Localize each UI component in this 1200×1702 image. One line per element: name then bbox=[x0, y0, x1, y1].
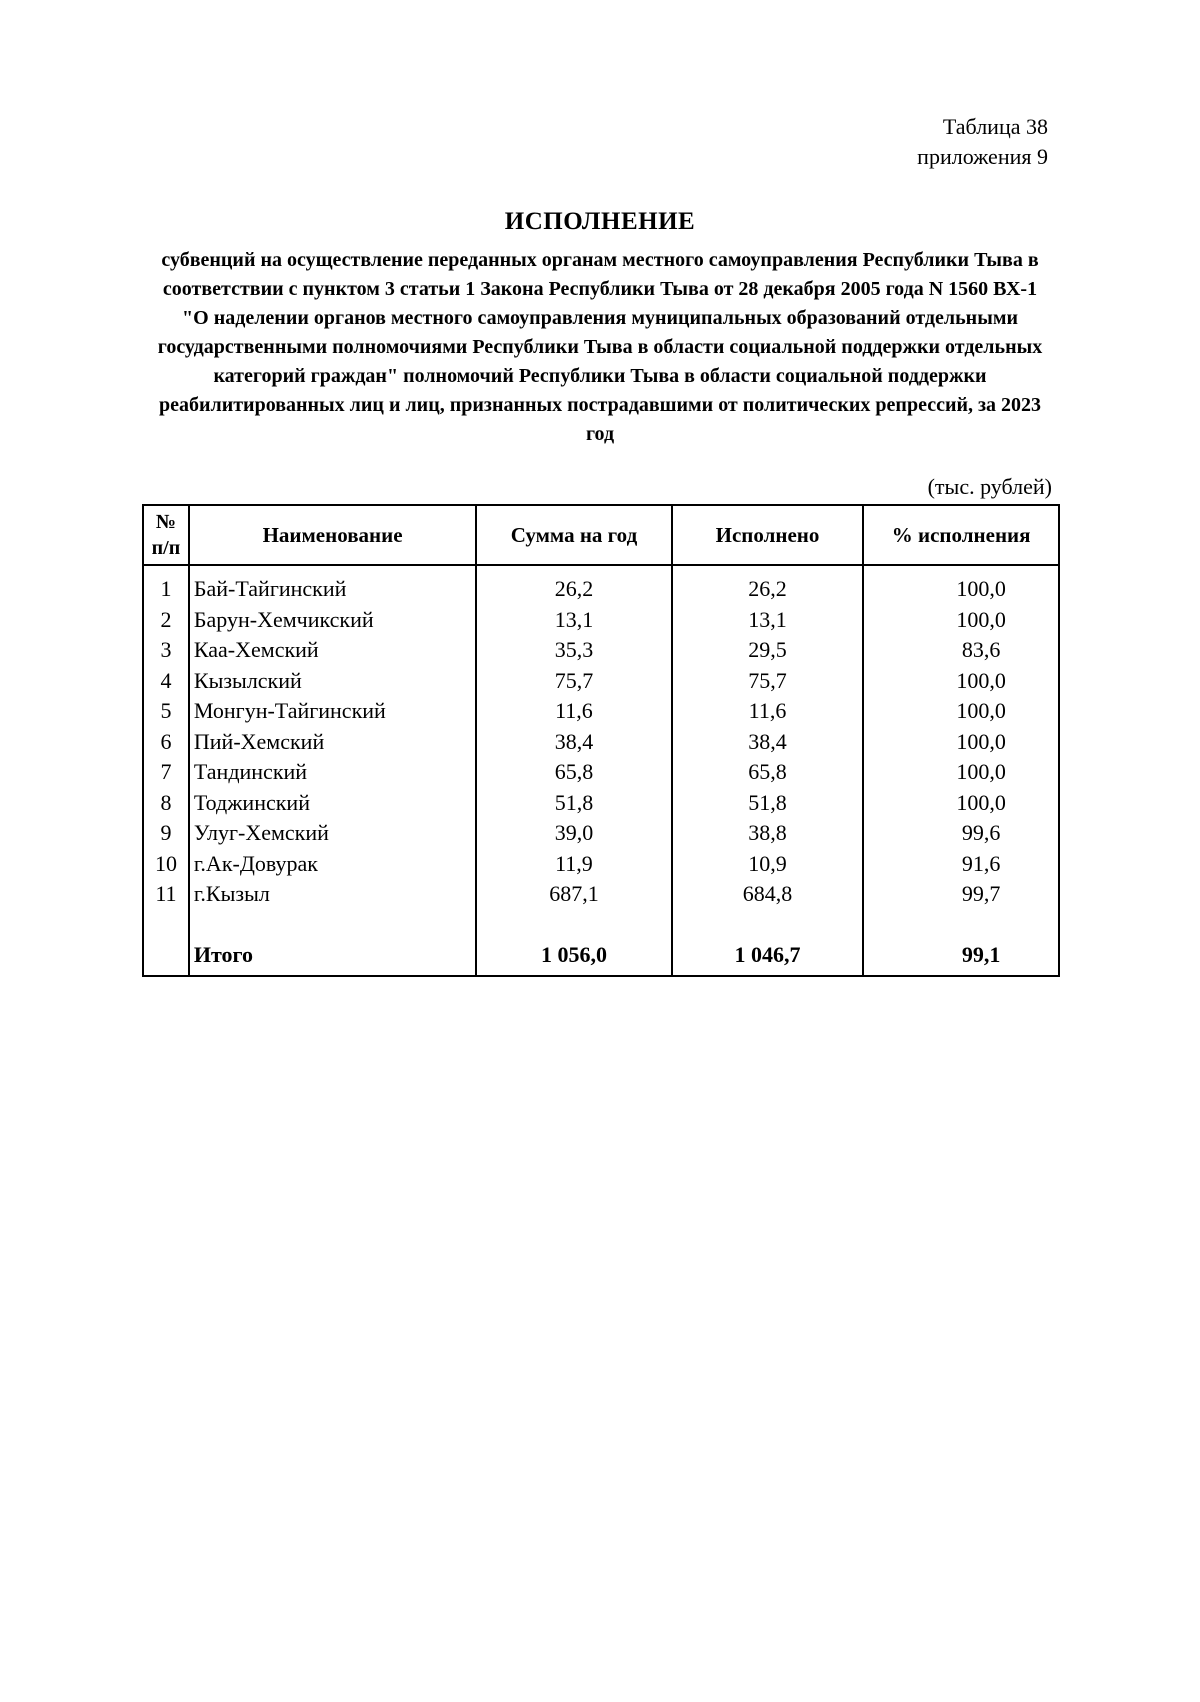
header-annual-sum: Сумма на год bbox=[476, 505, 671, 565]
row-number-cell: 2 bbox=[143, 605, 189, 636]
table-body bbox=[143, 565, 1059, 976]
row-percent-cell: 100,0 bbox=[863, 757, 1059, 788]
spacer-row bbox=[143, 910, 1059, 941]
execution-table bbox=[142, 504, 1060, 977]
row-name-cell: Каа-Хемский bbox=[189, 635, 476, 666]
spacer-cell bbox=[672, 910, 864, 941]
total-number-cell bbox=[143, 940, 189, 976]
row-name-cell: Пий-Хемский bbox=[189, 727, 476, 758]
row-name-cell: Барун-Хемчикский bbox=[189, 605, 476, 636]
row-number-cell: 3 bbox=[143, 635, 189, 666]
row-number-cell: 10 bbox=[143, 849, 189, 880]
row-number-cell: 1 bbox=[143, 565, 189, 605]
row-sum-cell: 51,8 bbox=[476, 788, 671, 819]
units-note: (тыс. рублей) bbox=[927, 474, 1052, 499]
header-name: Наименование bbox=[189, 505, 476, 565]
row-number-cell: 7 bbox=[143, 757, 189, 788]
table-row bbox=[143, 879, 1059, 910]
row-percent-cell: 99,6 bbox=[863, 818, 1059, 849]
row-executed-cell: 75,7 bbox=[672, 666, 864, 697]
row-sum-cell: 26,2 bbox=[476, 565, 671, 605]
row-executed-cell: 29,5 bbox=[672, 635, 864, 666]
row-percent-cell: 100,0 bbox=[863, 605, 1059, 636]
row-executed-cell: 38,8 bbox=[672, 818, 864, 849]
row-percent-cell: 100,0 bbox=[863, 696, 1059, 727]
row-percent-cell: 100,0 bbox=[863, 565, 1059, 605]
document-subtitle: субвенций на осуществление переданных органам местного самоуправления Республики Тыва в соответствии с пунктом 3 статьи 1 Закона Республики Тыва от 28 декабря 2005 года N 1560 ВХ-1 "О наделении органов местного самоуправления муниципальных образований отдельными государственными полномочиями Республики Тыва в области социальной поддержки отдельных категорий граждан" полномочий Республики Тыва в области социальной поддержки реабилитированных лиц и лиц, признанных пострадавшими от политических репрессий, за 2023 год bbox=[157, 249, 1043, 445]
table-row bbox=[143, 565, 1059, 605]
row-percent-cell: 100,0 bbox=[863, 666, 1059, 697]
table-reference bbox=[917, 112, 1048, 172]
total-executed-cell: 1 046,7 bbox=[672, 940, 864, 976]
table-row bbox=[143, 635, 1059, 666]
row-sum-cell: 39,0 bbox=[476, 818, 671, 849]
spacer-cell bbox=[863, 910, 1059, 941]
total-label-cell: Итого bbox=[189, 940, 476, 976]
row-name-cell: г.Ак-Довурак bbox=[189, 849, 476, 880]
table-row bbox=[143, 849, 1059, 880]
row-executed-cell: 38,4 bbox=[672, 727, 864, 758]
header-execution-percent: % исполнения bbox=[863, 505, 1059, 565]
row-number-cell: 11 bbox=[143, 879, 189, 910]
row-sum-cell: 687,1 bbox=[476, 879, 671, 910]
table-number: Таблица 38 bbox=[942, 114, 1048, 139]
row-sum-cell: 38,4 bbox=[476, 727, 671, 758]
table-row bbox=[143, 818, 1059, 849]
table-header-row bbox=[143, 505, 1059, 565]
row-name-cell: Тандинский bbox=[189, 757, 476, 788]
row-executed-cell: 26,2 bbox=[672, 565, 864, 605]
table-row bbox=[143, 757, 1059, 788]
spacer-cell bbox=[476, 910, 671, 941]
row-percent-cell: 100,0 bbox=[863, 788, 1059, 819]
row-executed-cell: 13,1 bbox=[672, 605, 864, 636]
row-name-cell: Улуг-Хемский bbox=[189, 818, 476, 849]
row-number-cell: 4 bbox=[143, 666, 189, 697]
row-sum-cell: 13,1 bbox=[476, 605, 671, 636]
row-number-cell: 5 bbox=[143, 696, 189, 727]
row-name-cell: Бай-Тайгинский bbox=[189, 565, 476, 605]
row-sum-cell: 11,9 bbox=[476, 849, 671, 880]
row-sum-cell: 35,3 bbox=[476, 635, 671, 666]
row-percent-cell: 83,6 bbox=[863, 635, 1059, 666]
row-executed-cell: 684,8 bbox=[672, 879, 864, 910]
header-executed: Исполнено bbox=[672, 505, 864, 565]
row-executed-cell: 10,9 bbox=[672, 849, 864, 880]
row-name-cell: Монгун-Тайгинский bbox=[189, 696, 476, 727]
row-name-cell: Тоджинский bbox=[189, 788, 476, 819]
row-executed-cell: 11,6 bbox=[672, 696, 864, 727]
total-row bbox=[143, 940, 1059, 976]
row-percent-cell: 100,0 bbox=[863, 727, 1059, 758]
row-sum-cell: 75,7 bbox=[476, 666, 671, 697]
row-number-cell: 9 bbox=[143, 818, 189, 849]
row-percent-cell: 99,7 bbox=[863, 879, 1059, 910]
row-number-cell: 8 bbox=[143, 788, 189, 819]
row-percent-cell: 91,6 bbox=[863, 849, 1059, 880]
spacer-cell bbox=[189, 910, 476, 941]
table-row bbox=[143, 666, 1059, 697]
appendix-number: приложения 9 bbox=[917, 144, 1048, 169]
header-number bbox=[143, 505, 189, 565]
row-name-cell: Кызылский bbox=[189, 666, 476, 697]
table-row bbox=[143, 727, 1059, 758]
table-row bbox=[143, 605, 1059, 636]
document-heading: ИСПОЛНЕНИЕ bbox=[504, 208, 696, 235]
total-sum-cell: 1 056,0 bbox=[476, 940, 671, 976]
header-number-symbol: № bbox=[155, 511, 176, 533]
total-percent-cell: 99,1 bbox=[863, 940, 1059, 976]
row-name-cell: г.Кызыл bbox=[189, 879, 476, 910]
spacer-cell bbox=[143, 910, 189, 941]
row-executed-cell: 65,8 bbox=[672, 757, 864, 788]
row-executed-cell: 51,8 bbox=[672, 788, 864, 819]
header-number-abbr: п/п bbox=[151, 537, 181, 559]
row-number-cell: 6 bbox=[143, 727, 189, 758]
table-row bbox=[143, 788, 1059, 819]
row-sum-cell: 11,6 bbox=[476, 696, 671, 727]
table-row bbox=[143, 696, 1059, 727]
row-sum-cell: 65,8 bbox=[476, 757, 671, 788]
